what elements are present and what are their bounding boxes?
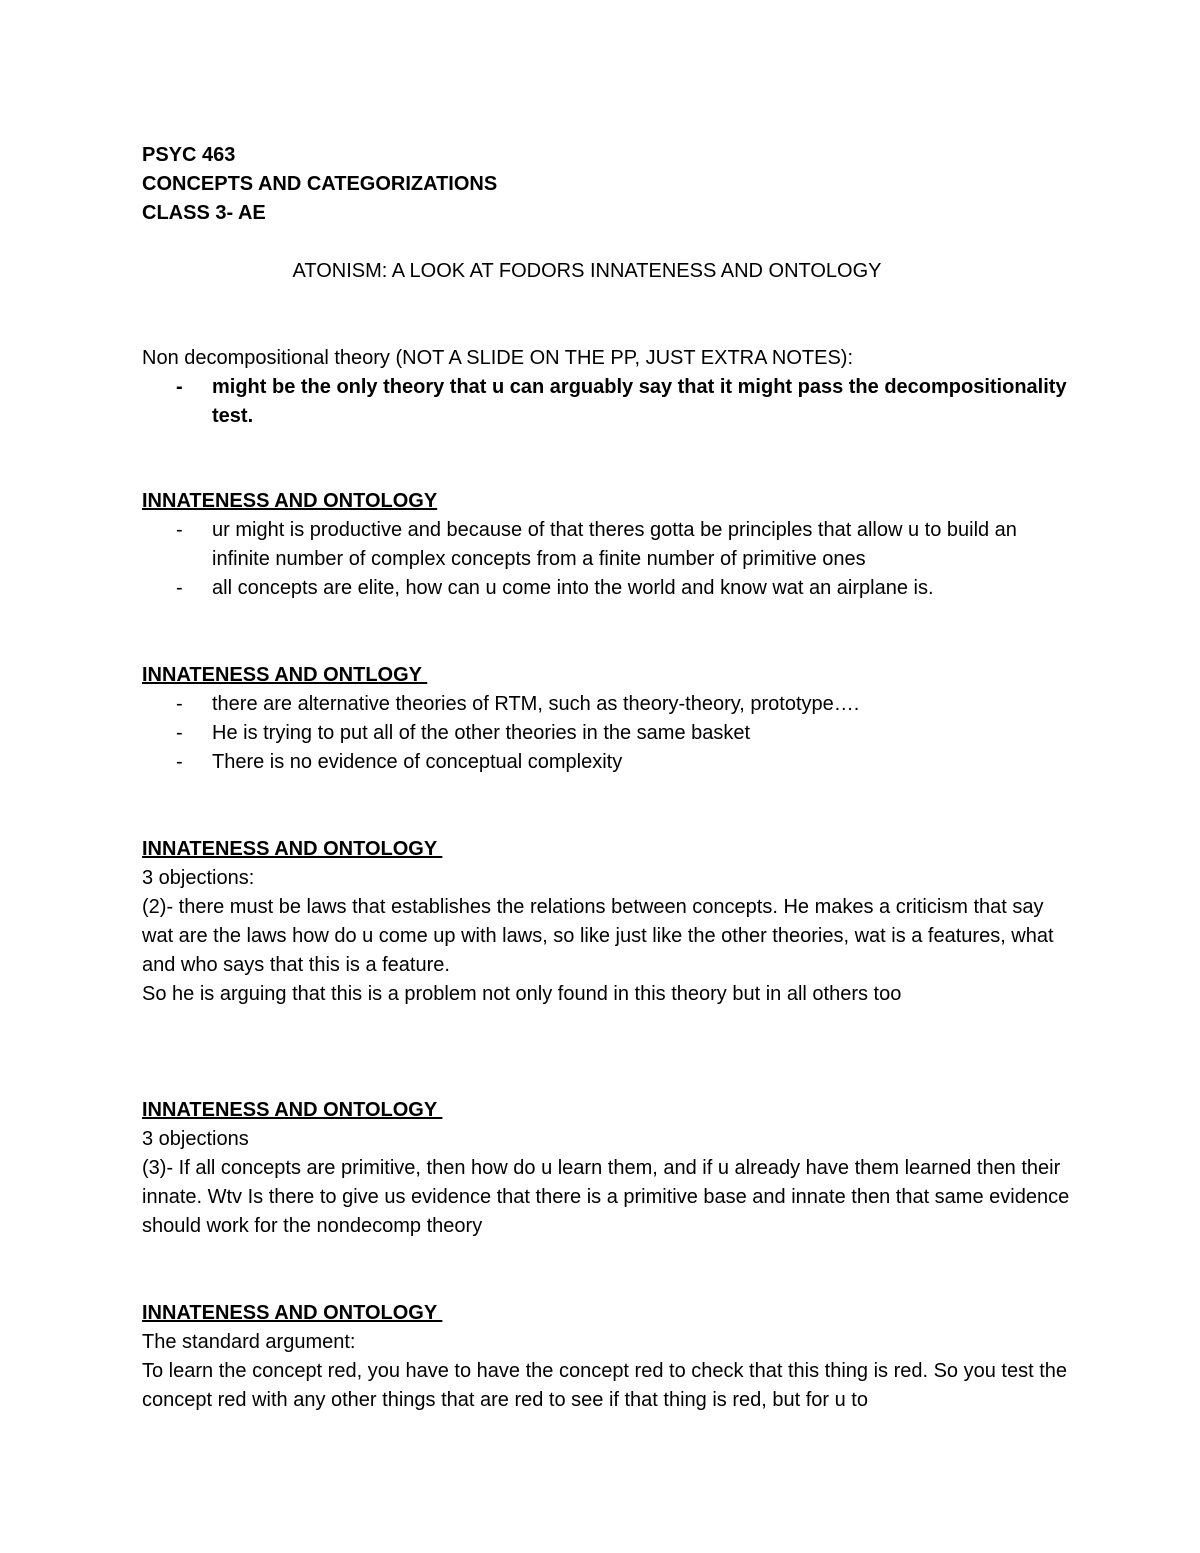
- list-item: [142, 373, 1072, 431]
- section-paragraph: So he is arguing that this is a problem not only found in this theory but in all others too: [142, 983, 902, 1005]
- bullet-dash: -: [176, 577, 183, 599]
- section-heading: INNATENESS AND ONTOLOGY: [142, 490, 438, 512]
- list-item-text: all concepts are elite, how can u come into the world and know wat an airplane is.: [212, 577, 934, 599]
- section-heading: INNATENESS AND ONTOLOGY: [142, 838, 443, 860]
- bullet-dash: -: [176, 376, 183, 398]
- list-item: [142, 690, 1072, 719]
- section-subheading: 3 objections: [142, 1128, 249, 1150]
- list-item-text: there are alternative theories of RTM, such as theory-theory, prototype….: [212, 693, 860, 715]
- section-paragraph: (2)- there must be laws that establishes the relations between concepts. He makes a criticism that say wat are the laws how do u come up with laws, so like just like the other theories, wat is a features, what and who says that this is a feature.: [142, 896, 1060, 976]
- document-body: [142, 141, 1075, 1415]
- list-item-text: ur might is productive and because of that theres gotta be principles that allow u to build an infinite number of complex concepts from a finite number of primitive ones: [212, 519, 1017, 570]
- list-item-text: He is trying to put all of the other theories in the same basket: [212, 722, 751, 744]
- section-subheading: 3 objections:: [142, 867, 255, 889]
- bullet-dash: -: [176, 751, 183, 773]
- list-item-text: There is no evidence of conceptual complexity: [212, 751, 623, 773]
- list-item: [142, 574, 1072, 603]
- intro-bullet-list: [142, 373, 1072, 431]
- bullet-dash: -: [176, 693, 183, 715]
- list-item: [142, 748, 1072, 777]
- document-title: ATONISM: A LOOK AT FODORS INNATENESS AND ONTOLOGY: [292, 260, 882, 282]
- bullet-dash: -: [176, 722, 183, 744]
- section1-bullet-list: [142, 516, 1072, 603]
- section2-bullet-list: [142, 690, 1072, 777]
- section-subheading: The standard argument:: [142, 1331, 356, 1353]
- section-heading: INNATENESS AND ONTLOGY: [142, 664, 428, 686]
- course-code: PSYC 463: [142, 144, 236, 166]
- list-item-text: might be the only theory that u can arguably say that it might pass the decompositionality test.: [212, 376, 1067, 427]
- list-item: [142, 719, 1072, 748]
- bullet-dash: -: [176, 519, 183, 541]
- section-paragraph: (3)- If all concepts are primitive, then how do u learn them, and if u already have them learned then their innate. Wtv Is there to give us evidence that there is a primitive base and innate then that same evidence should work for the nondecomp theory: [142, 1157, 1075, 1237]
- list-item: [142, 516, 1072, 574]
- intro-heading: Non decompositional theory (NOT A SLIDE ON THE PP, JUST EXTRA NOTES):: [142, 347, 854, 369]
- course-subject: CONCEPTS AND CATEGORIZATIONS: [142, 173, 498, 195]
- section-heading: INNATENESS AND ONTOLOGY: [142, 1302, 443, 1324]
- section-paragraph: To learn the concept red, you have to have the concept red to check that this thing is red. So you test the concept red with any other things that are red to see if that thing is red, but for u to: [142, 1360, 1073, 1411]
- section-heading: INNATENESS AND ONTOLOGY: [142, 1099, 443, 1121]
- class-label: CLASS 3- AE: [142, 202, 266, 224]
